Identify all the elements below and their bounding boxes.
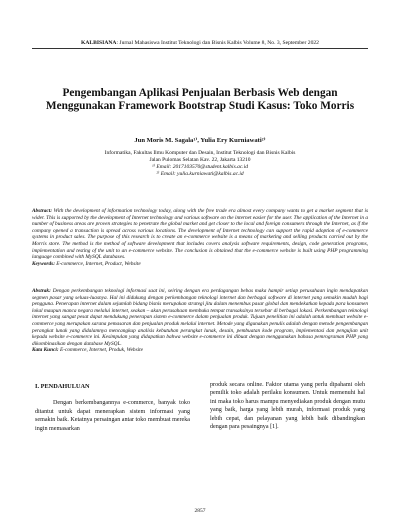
abstrak-text: Dengan perkembangan teknologi informasi saat ini, seiring dengan era perdagangan bebas maka hampir setiap perusahaan ingin mendapatkan segmen pasar yang seluas-luasnya. Hal ini didukung dengan perkembangan teknologi internet dan berbagai software di internet yang semakin mudah bagi pengguna. Penerapan internet dalam sejumlah bidang bisnis merupakan strategi jitu dalam menembus pasar global dan mendekatkan kepada para konsumen lokal maupun manca negara melalui internet, seakan – akan perusahaan membuka tempat transaksinya tersebar di berbagai lokasi. Perkembangan teknologi internet yang sangat pesat dapat mendukung penerapan sistem e-commerce dalam penjualan produk. Tujuan penelitian ini adalah untuk membuat website e-commerce yang merupakan sarana pemasaran dan penjualan produk melalui internet. Metode yang digunakan penulis adalah dengan metode pengembangan perangkat lunak yang didalamnya mencangkup analisis kebutuhan perangkat lunak, desain, pembuatan kode program, implementasi dan pengujian unit kepada website e-commerce ini. Kesimpulan yang didapatkan bahwa website e-commerce ini dibuat dengan menggunakan bahasa pemrograman PHP yang dikombinasikan dengan database MySQL. [32, 288, 368, 347]
body-column-left [35, 381, 190, 433]
keywords-text: E-commerce, Internet, Product, Website [54, 260, 141, 267]
paper-title: Pengembangan Aplikasi Penjualan Berbasis Web dengan Menggunakan Framework Bootstrap Studi Kasus: Toko Morris [45, 87, 355, 113]
section-heading: I. PENDAHULUAN [35, 383, 90, 390]
kata-kunci-text: E-commerce, Internet, Produk, Website [58, 347, 143, 354]
journal-name: KALBISIANA [81, 40, 117, 46]
header-rule [32, 48, 368, 49]
keywords-label: Keywords: [32, 260, 55, 267]
abstrak-label: Abstrak: [32, 288, 51, 294]
abstract-indonesian [32, 288, 368, 354]
abstract-label: Abstract: [32, 208, 53, 214]
intro-paragraph-right: produk secara online. Faktor utama yang perlu dipahami oleh pemilik toko adalah perilaku konsumen. Untuk memenuhi hal ini maka toko harus mampu menyediakan produk dengan mutu yang baik, harga yang lebih murah, informasi produk yang lebih cepat, dan pelayanan yang lebih baik dibandingkan dengan para pesaingnya [1]. [210, 382, 365, 431]
abstract-text: With the development of information technology today, along with the free trade era almost every company wants to get a market segment that is wider. This is supported by the development of Internet technology and various software on the internet easier for the user. The application of the Internet in a number of business areas are proven strategies to penetrate the global market and get closer to the local and foreign consumers through the Internet, as if the company opened a transaction is spread across various locations. The development of Internet technology can support the rapid adoption of e-commerce systems in product sales. The purpose of this research is to create an e-commerce website is a means of marketing and selling products carried out by the Morris store. The method is the method of software development that includes covers analysis software requirements, design, code generation programs, implementation and testing of the unit to an e-commerce website. The conclusion is obtained that the e-commerce website is built using PHP programming language combined with MySQL databases. [32, 208, 368, 261]
page-number: 2857 [194, 508, 206, 514]
affiliation-line-2: Jalan Pulomas Selatan Kav. 22, Jakarta 13210 [149, 157, 251, 163]
affiliation-block [60, 150, 340, 178]
journal-details: : Jurnal Mahasiswa Institut Teknologi dan Bisnis Kalbis Volume 8, No. 3, September 2022 [116, 40, 319, 46]
journal-header [32, 40, 368, 47]
body-column-right [210, 381, 365, 431]
kata-kunci-label: Kata Kunci: [32, 347, 59, 354]
author-email-2: ²⁾ Email: yulia.kurniawati@kalbis.ac.id [156, 171, 244, 177]
abstract-english [32, 208, 368, 267]
affiliation-line-1: Informatika, Fakultas Ilmu Komputer dan Desain, Institut Teknologi dan Bisnis Kalbis [104, 150, 296, 156]
author-email-1: ¹⁾ Email: 2017103570@student.kalbis.ac.id [152, 164, 248, 170]
paper-authors: Jun Moris M. Sagala¹⁾, Yulia Ery Kurniawati²⁾ [134, 137, 266, 144]
intro-paragraph-left: Dengan berkembangannya e-commerce, banyak toko ditantut untuk dapat menerapkan sistem informasi yang semakin baik. Ketatnya persaingan antar toko membuat mereka ingin memasarkan [35, 400, 190, 432]
